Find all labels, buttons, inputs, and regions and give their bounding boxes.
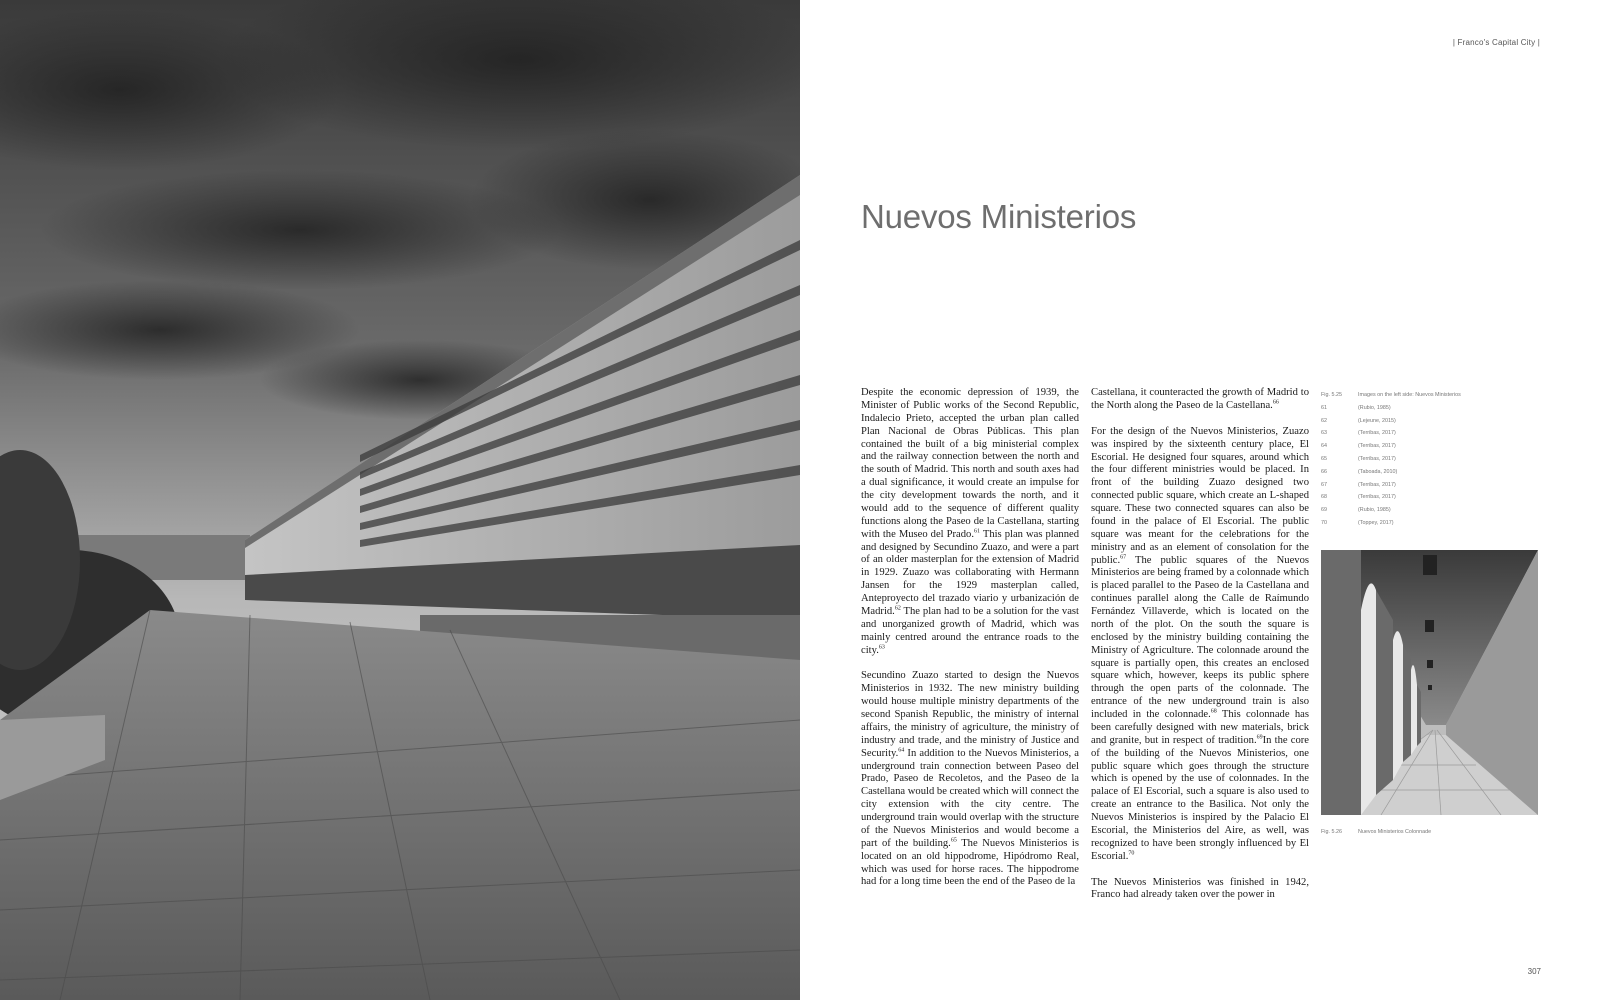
paragraph: The Nuevos Ministerios was finished in 1942, Franco had already taken over the power in bbox=[1091, 876, 1309, 901]
footnote-ref: 67 bbox=[1120, 553, 1127, 560]
footnote-ref: 65 bbox=[950, 837, 957, 844]
body-column-2 bbox=[1091, 387, 1309, 915]
page-number: 307 bbox=[1527, 967, 1541, 976]
reference-item: 64 (Terribas, 2017) bbox=[1321, 443, 1396, 450]
reference-item: 63 (Terribas, 2017) bbox=[1321, 430, 1396, 437]
reference-item: 68 (Terribas, 2017) bbox=[1321, 494, 1396, 501]
footnote-ref: 69 bbox=[1256, 734, 1263, 741]
paragraph: For the design of the Nuevos Ministerios, Zuazo was inspired by the sixteenth century place, El Escorial. He designed four squares, around which the four different ministries would be placed. In front of the building Zuazo designed two connected public square, which create an L-shaped square. These two connected squares can also be found in the palace of El Escorial. The public square was meant for the celebrations for the ministry and as an element of consolation for the public.$^{67}$ The public squares of the Nuevos Ministerios are being framed by a colonnade which is placed parallel to the Paseo de la Castellana and continues parallel along the Calle de Raímundo Fernández Villaverde, which is located on the north of the plot. On the south the square is enclosed by the ministry building containing the Ministry of Agriculture. The colonnade around the square is partially open, this creates an enclosed square which, however, keeps its public sphere through the open parts of the colonnade. The entrance of the new underground train is also included in the colonnade.$^{68}$ This colonnade has been carefully designed with new materials, brick and granite, but in respect of tradition.$^{69}$In the core of the building of the Nuevos Ministerios, one public square which goes through the structure which is opened by the use of colonnades. In the palace of El Escorial, such a square is also used to create an entrance to the Basilica. Not only the Nuevos Ministerios is inspired by the Palacio El Escorial, the Ministerios del Aire, as well, was recognized to have been strongly influenced by El Escorial.$^{70}$ bbox=[1091, 425, 1309, 862]
reference-item: 66 (Taboada, 2010) bbox=[1321, 468, 1398, 475]
footnote-ref: 70 bbox=[1128, 850, 1135, 857]
paragraph: Secundino Zuazo started to design the Nuevos Ministerios in 1932. The new ministry building would house multiple ministry departments of the second Spanish Republic, the ministry of internal affairs, the ministry of agriculture, the ministry of industry and trade, and the ministry of Justice and Security.$^{64}$ In addition to the Nuevos Ministerios, a underground train connection between Paseo del Prado, Paseo de Recoletos, and the Paseo de la Castellana would be created which will connect the city extension with the city centre. The underground train would overlap with the structure of the Nuevos Ministerios and would become a part of the building.$^{65}$ The Nuevos Ministerios is located on an old hippodrome, Hipódromo Real, which was used for horse races. The hippodrome had for a long time been the end of the Paseo de la bbox=[861, 670, 1079, 888]
reference-item: 70 (Toppey, 2017) bbox=[1321, 519, 1394, 526]
footnote-ref: 61 bbox=[974, 528, 981, 535]
body-column-1 bbox=[861, 387, 1079, 902]
footnote-ref: 68 bbox=[1210, 708, 1217, 715]
footnote-ref: 62 bbox=[894, 605, 901, 612]
page-title: Nuevos Ministerios bbox=[861, 198, 1137, 235]
reference-item: Fig. 5.25 Images on the left side: Nuevos Ministerios bbox=[1321, 392, 1461, 398]
reference-item: 69 (Rubio, 1985) bbox=[1321, 507, 1391, 514]
reference-item: 62 (Lejeune, 2015) bbox=[1321, 417, 1396, 424]
running-head: | Franco's Capital City | bbox=[1452, 38, 1540, 47]
figure-caption: Fig. 5.26 Nuevos Ministerios Colonnade bbox=[1321, 829, 1432, 835]
reference-item: 61 (Rubio, 1985) bbox=[1321, 404, 1391, 411]
reference-item: 65 (Terribas, 2017) bbox=[1321, 455, 1396, 462]
paragraph: Despite the economic depression of 1939, the Minister of Public works of the Second Republic, Indalecio Prieto, accepted the urban plan called Plan Nacional de Obras Públicas. This plan contained the built of a big ministerial complex and the railway connection between the north and the south of Madrid. This north and south axes had a dual significance, it would create an impulse for the city development towards the north, and it would add to the sequence of different quality functions along the Paseo de la Castellana, starting with the Museo del Prado.$^{61}$ This plan was planned and designed by Secundino Zuazo, and were a part of an older masterplan for the extension of Madrid in 1929. Zuazo was collaborating with Hermann Jansen for the 1929 masterplan called, Anteproyecto del trazado viario y urbanización de Madrid.$^{62}$ The plan had to be a solution for the vast and unorganized growth of Madrid, which was mainly centred around the entrance roads to the city.$^{63}$ bbox=[861, 387, 1079, 656]
reference-item: 67 (Terribas, 2017) bbox=[1321, 481, 1396, 488]
footnote-ref: 64 bbox=[898, 747, 905, 754]
reference-list bbox=[1321, 392, 1461, 533]
paragraph: Castellana, it counteracted the growth of Madrid to the North along the Paseo de la Castellana.$^{66}$ bbox=[1091, 387, 1309, 411]
colonnade-image bbox=[1321, 550, 1538, 815]
footnote-ref: 63 bbox=[878, 643, 885, 650]
colonnade-photo bbox=[1321, 550, 1538, 815]
footnote-ref: 66 bbox=[1272, 399, 1279, 406]
